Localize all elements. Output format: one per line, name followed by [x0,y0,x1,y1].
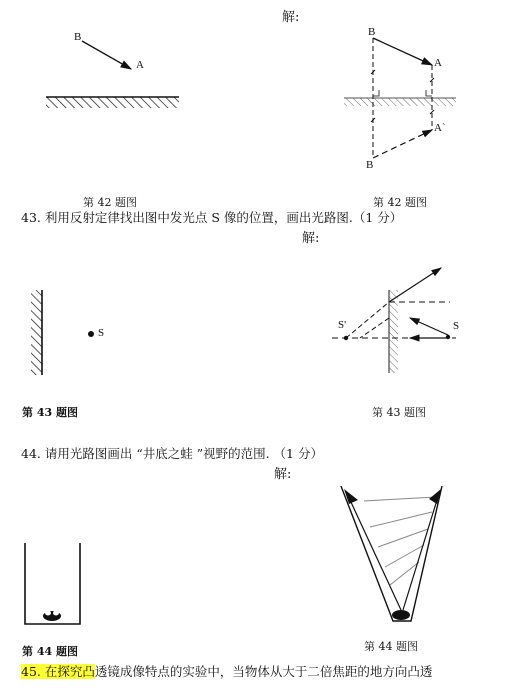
fig44r-ray-right [403,500,437,610]
fig43-point-s [88,331,94,337]
fig42r-label-a-prime: A` [434,122,446,134]
fig42r-label-b: B [368,26,376,38]
question-45-number: 45. [21,664,41,679]
fig42-left-diagram [46,41,179,108]
fig42-right-diagram [344,38,456,158]
solution-label-43: 解: [302,231,320,246]
fig42-label-b: B [74,31,82,43]
fig44r-well [341,486,442,621]
fig42r-image-arrow [373,130,432,158]
fig43-caption-right: 第 43 题图 [372,406,426,419]
fig43-mirror-hatch [31,290,42,375]
fig42r-label-b-prime: B [366,159,374,171]
fig43r-source-point [446,335,450,339]
question-45 [21,662,432,680]
fig43r-incident-ray-1 [410,318,448,335]
fig44-left-diagram [25,543,80,624]
fig44-caption-right: 第 44 题图 [364,640,418,653]
fig42r-mirror-hatch [344,98,456,106]
fig44r-ray-left [350,500,401,610]
fig42-object-arrow [82,41,131,69]
fig43r-reflected-ray-1 [389,268,441,302]
question-45-highlight: 在探究凸 [44,664,95,679]
fig43-left-diagram [31,290,94,375]
solution-label-44: 解: [274,467,292,482]
fig42-caption-left: 第 42 题图 [83,196,137,209]
solution-label-42: 解: [282,10,300,25]
question-44-text: 44. 请用光路图画出 “井底之蛙 ”视野的范围. （1 分） [21,446,323,461]
fig43-right-diagram [332,268,456,373]
fig43-caption-left: 第 43 题图 [22,406,78,419]
fig43r-image-point [344,336,348,340]
question-45-text: 透镜成像特点的实验中，当物体从大于二倍焦距的地方向凸透 [94,664,433,679]
question-43-text: 43. 利用反射定律找出图中发光点 S 像的位置，画出光路图.（1 分） [21,210,403,225]
fig43r-label-s-prime: S' [338,319,347,331]
fig44r-frog [392,610,410,620]
fig44-caption-left: 第 44 题图 [22,645,78,658]
fig42-label-a: A [136,59,144,71]
fig44-right-diagram [341,486,442,621]
fig43r-label-s: S [453,320,460,332]
fig42-caption-right: 第 42 题图 [373,196,427,209]
fig42r-label-a: A [434,57,442,69]
fig43-label-s: S [98,327,105,339]
fig42-mirror-hatch [46,97,179,108]
fig42r-object-arrow [373,38,432,65]
